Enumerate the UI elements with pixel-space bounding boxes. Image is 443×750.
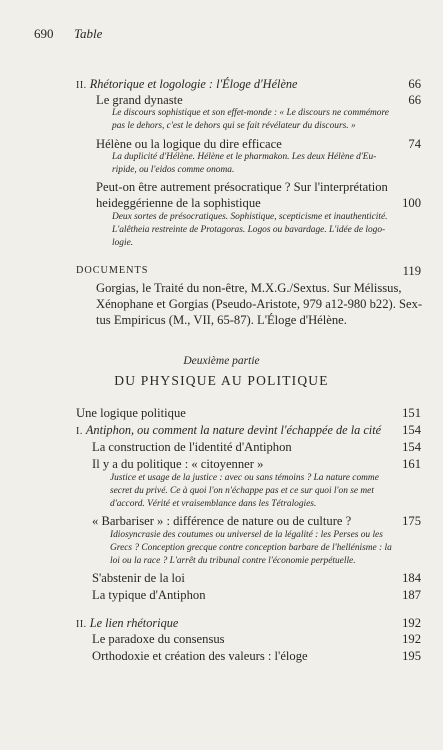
section-page: 66 xyxy=(408,77,421,91)
part-title: DU PHYSIQUE AU POLITIQUE xyxy=(114,373,329,388)
toc-entry-title: Il y a du politique : « citoyenner » xyxy=(92,457,264,471)
toc-entry-summary: La duplicité d'Hélène. Hélène et le pharmakon. Les deux Hélène d'Eu- xyxy=(112,152,377,162)
toc-entry-page: 74 xyxy=(408,137,421,151)
toc-entry-title: Le grand dynaste xyxy=(96,93,183,107)
toc-entry-title: Une logique politique xyxy=(76,406,186,420)
toc-entry-summary: secret du privé. Ce à quoi l'on n'échappe pas et ce sur quoi l'on se met xyxy=(110,486,374,496)
part-subtitle: Deuxième partie xyxy=(183,355,260,367)
toc-entry-summary: loi ou la race ? L'arrêt du tribunal contre l'économie perpétuelle. xyxy=(110,556,356,566)
toc-entry-title: Le paradoxe du consensus xyxy=(92,632,225,646)
section-roman: I. xyxy=(76,426,83,437)
toc-entry-page: 192 xyxy=(402,632,421,646)
toc-entry-summary: Grecs ? Conception grecque contre conception barbare de l'hellénisme : la xyxy=(110,543,392,553)
documents-heading: DOCUMENTS xyxy=(76,265,149,276)
toc-entry-title: Peut-on être autrement présocratique ? Sur l'interprétation xyxy=(96,180,388,194)
toc-entry-summary: Le discours sophistique et son effet-monde : « Le discours ne commémore xyxy=(112,108,389,118)
toc-entry-title: Hélène ou la logique du dire efficace xyxy=(96,137,282,151)
toc-entry-page: 195 xyxy=(402,649,421,663)
section-page: 192 xyxy=(402,616,421,630)
toc-entry-page: 184 xyxy=(402,571,421,585)
section-title: Antiphon, ou comment la nature devint l'échappée de la cité xyxy=(85,423,382,437)
toc-entry-summary: Idiosyncrasie des coutumes ou universel de la légalité : les Perses ou les xyxy=(110,530,383,540)
section-heading xyxy=(76,616,178,631)
toc-entry-page: 100 xyxy=(402,196,421,210)
toc-entry-title: heideggérienne de la sophistique xyxy=(96,196,261,210)
toc-entry-summary: logie. xyxy=(112,238,134,248)
toc-entry-summary: ripide, ou l'eidos comme onoma. xyxy=(112,165,235,175)
section-title: Rhétorique et logologie : l'Éloge d'Hélène xyxy=(89,77,298,91)
toc-entry-summary: pas le dehors, c'est le dehors qui se fait révélateur du discours. » xyxy=(112,121,356,131)
section-heading xyxy=(76,423,381,438)
documents-text: Xénophane et Gorgias (Pseudo-Aristote, 979 a12-980 b22). Sex- xyxy=(96,297,423,311)
toc-entry-title: Orthodoxie et création des valeurs : l'éloge xyxy=(92,649,308,663)
toc-entry-page: 151 xyxy=(402,406,421,420)
section-page: 154 xyxy=(402,423,421,437)
documents-page: 119 xyxy=(402,264,421,278)
documents-text: tus Empiricus (M., VII, 65-87). L'Éloge d'Hélène. xyxy=(96,313,347,327)
toc-entry-title: « Barbariser » : différence de nature ou de culture ? xyxy=(92,514,352,528)
documents-text: Gorgias, le Traité du non-être, M.X.G./Sextus. Sur Mélissus, xyxy=(96,281,402,295)
toc-entry-page: 154 xyxy=(402,440,421,454)
toc-entry-page: 161 xyxy=(402,457,421,471)
toc-entry-summary: d'accord. Vérité et vraisemblance dans les Tétralogies. xyxy=(110,499,317,509)
toc-entry-title: La construction de l'identité d'Antiphon xyxy=(92,440,292,454)
section-roman: II. xyxy=(76,619,87,630)
toc-entry-page: 187 xyxy=(402,588,421,602)
toc-entry-summary: L'alêtheia restreinte de Protagoras. Logos ou bavardage. L'idée de logo- xyxy=(112,225,386,235)
section-heading xyxy=(76,77,298,92)
toc-entry-page: 66 xyxy=(408,93,421,107)
toc-entry-title: S'abstenir de la loi xyxy=(92,571,185,585)
page-number: 690 xyxy=(34,26,54,41)
section-roman: II. xyxy=(76,80,87,91)
toc-entry-page: 175 xyxy=(402,514,421,528)
toc-entry-summary: Deux sortes de présocratiques. Sophistique, scepticisme et inauthenticité. xyxy=(112,212,388,222)
running-title: Table xyxy=(74,26,103,41)
section-title: Le lien rhétorique xyxy=(89,616,179,630)
toc-entry-summary: Justice et usage de la justice : avec ou sans témoins ? La nature comme xyxy=(110,473,379,483)
toc-entry-title: La typique d'Antiphon xyxy=(92,588,206,602)
